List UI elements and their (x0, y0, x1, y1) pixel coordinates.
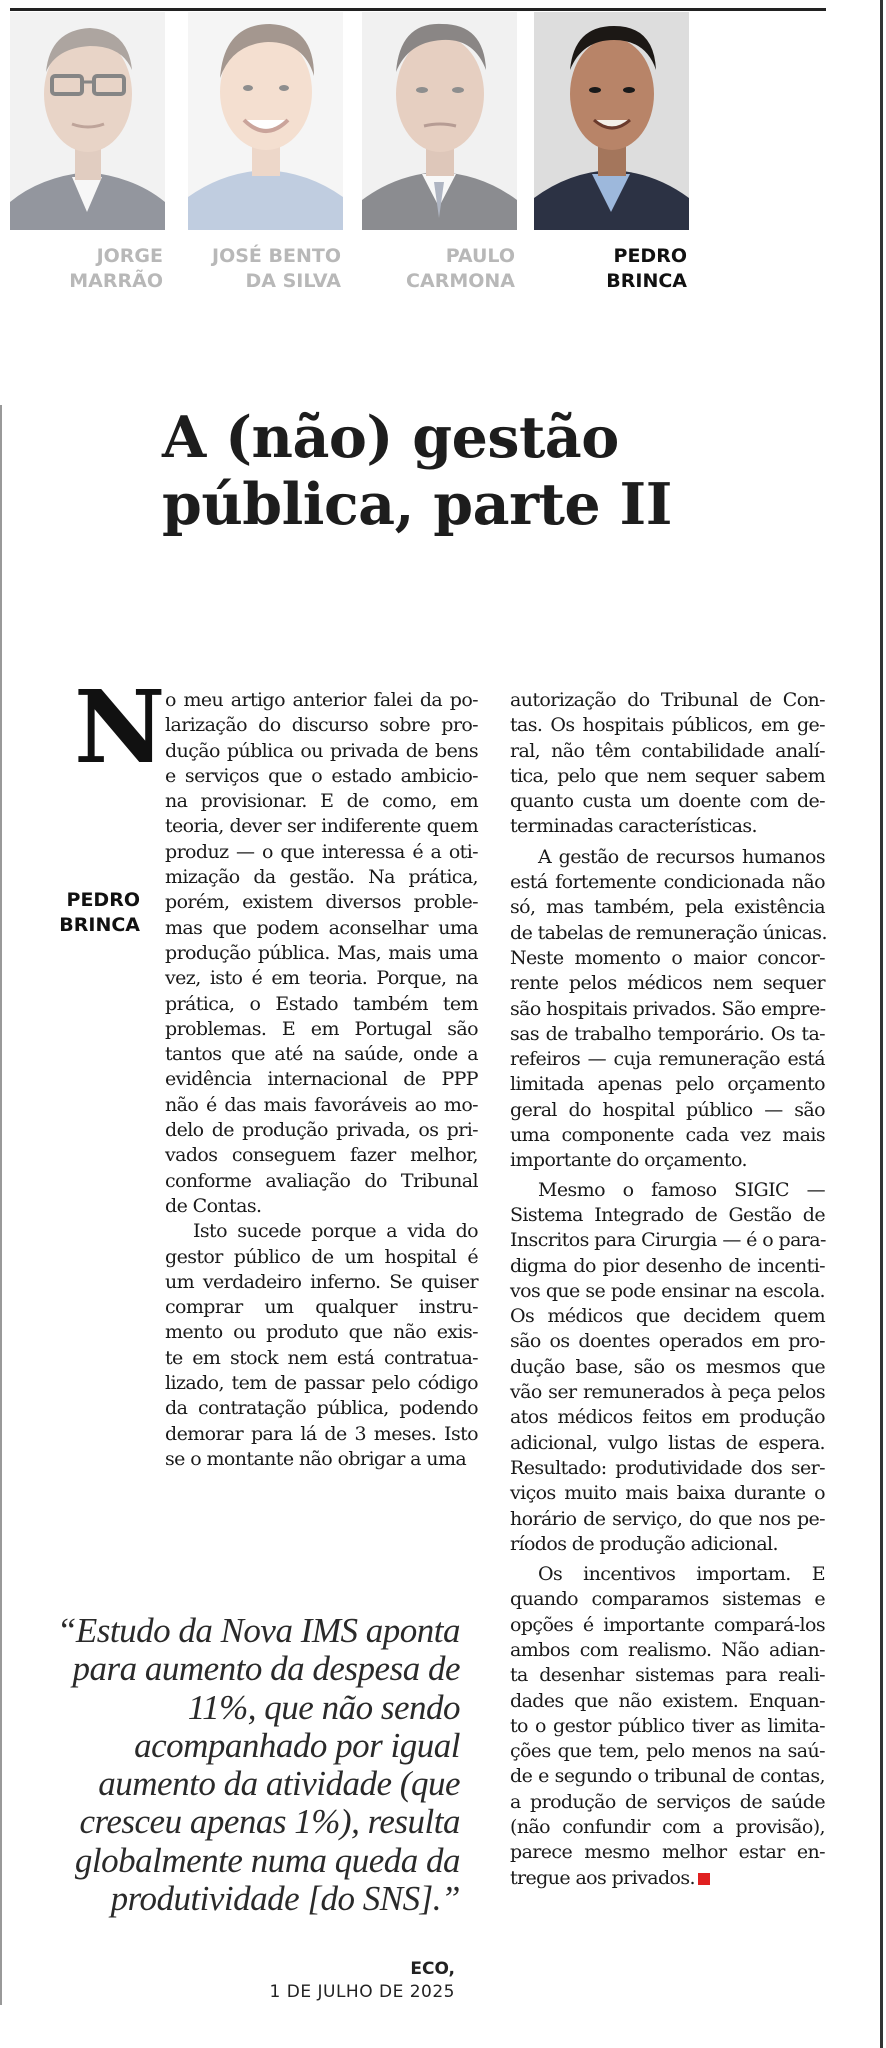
text-line: autorização do Tribunal de Con- (510, 689, 825, 711)
columnist-photo (534, 12, 689, 230)
text-line: evidência internacional de PPP (165, 1068, 478, 1091)
text-line: só, mas também, pela existência (510, 896, 825, 919)
quote-source (150, 1958, 455, 2004)
text-line: na provisionar. E de como, em (165, 790, 478, 813)
text-line: dução base, são os mesmos que (510, 1355, 825, 1378)
article-column-2 (510, 688, 825, 1891)
text-line: tregue aos privados. (510, 1866, 825, 1891)
text-line: quanto custa um doente com de- (510, 790, 825, 813)
text-line: tantos que até na saúde, onde a (165, 1043, 478, 1066)
text-line: Sistema Integrado de Gestão de (510, 1203, 825, 1226)
text-line: terminadas características. (510, 815, 757, 838)
text-line: atos médicos feitos em produção (510, 1406, 825, 1429)
text-line: delo de produção privada, os pri- (165, 1119, 478, 1142)
text-line: opções é importante compará-los (510, 1613, 825, 1636)
text-line: ral, não têm contabilidade analí- (510, 739, 825, 762)
text-line: de Contas. (165, 1194, 262, 1217)
text-line: Os incentivos importam. E (538, 1563, 825, 1586)
quote-line: para aumento da despesa de (72, 1649, 460, 1689)
quote-line: globalmente numa queda da (74, 1840, 460, 1880)
text-line: quando comparamos sistemas e (510, 1588, 825, 1611)
text-line: da contratação pública, podendo (165, 1397, 478, 1420)
text-line: uma componente cada vez mais (510, 1124, 825, 1147)
text-line: refeiros — cuja remuneração está (510, 1048, 825, 1071)
text-line: conforme avaliação do Tribunal (165, 1169, 478, 1192)
columnist-photo (10, 12, 165, 230)
text-line: Os médicos que decidem quem (510, 1305, 825, 1328)
text-line: um verdadeiro inferno. Se quiser (165, 1270, 478, 1293)
text-line: vão ser remunerados à peça pelos (510, 1381, 825, 1404)
drop-cap: N (74, 668, 166, 786)
text-line: gestor público de um hospital é (165, 1245, 478, 1268)
text-line: de e segundo o tribunal de contas, (510, 1765, 825, 1788)
text-line: problemas. E em Portugal são (165, 1017, 478, 1040)
text-line: produz — o que interessa é a oti- (165, 840, 478, 863)
text-line: Mesmo o famoso SIGIC — (538, 1178, 825, 1201)
quote-line: 11%, que não sendo (187, 1687, 460, 1727)
text-line: digma do pior desenho de incenti- (510, 1254, 825, 1277)
quote-line: aumento da atividade (que (98, 1764, 460, 1804)
text-line: lizado, tem de passar pelo código (165, 1372, 478, 1395)
text-line: vados conseguem fazer melhor, (165, 1144, 478, 1167)
columnist-name: JORGE MARRÃO (69, 245, 163, 292)
text-line: sas de trabalho temporário. Os ta- (510, 1022, 825, 1045)
text-line: produção pública. Mas, mais uma (165, 941, 478, 964)
text-line: vez, isto é em teoria. Porque, na (165, 967, 478, 990)
columnist-paulo-carmona (362, 12, 517, 294)
text-line: de tabelas de remuneração únicas. (510, 921, 827, 944)
text-line: adicional, vulgo listas de espera. (510, 1431, 825, 1454)
columnist-name: PEDRO BRINCA (606, 245, 687, 292)
text-line: mas que podem aconselhar uma (165, 916, 478, 939)
text-line: comprar um qualquer instru- (165, 1296, 478, 1319)
quote-line: produtividade [do SNS].” (110, 1879, 460, 1919)
text-line: Inscritos para Cirurgia — é o para- (510, 1229, 826, 1252)
text-line: ríodos de produção adicional. (510, 1532, 778, 1555)
text-line: vos que se pode ensinar na escola. (510, 1279, 825, 1302)
text-line: Resultado: produtividade dos ser- (510, 1456, 825, 1479)
author-byline: PEDRO BRINCA (59, 889, 140, 936)
quote-line: acompanhado por igual (134, 1725, 460, 1765)
columnists-strip (10, 12, 690, 302)
end-mark-icon (698, 1873, 710, 1885)
text-line: limitada apenas pelo orçamento (510, 1073, 825, 1096)
text-line: não é das mais favoráveis ao mo- (165, 1093, 478, 1116)
text-line: horário de serviço, do que nos pe- (510, 1507, 825, 1530)
text-line: ções que tem, pelo menos na saú- (510, 1740, 825, 1763)
columnist-name: PAULO CARMONA (406, 245, 515, 292)
text-line: dução pública ou privada de bens (165, 739, 478, 762)
text-line: Isto sucede porque a vida do (193, 1220, 478, 1243)
text-line: importante do orçamento. (510, 1149, 747, 1172)
text-line: e serviços que o estado ambicio- (165, 764, 478, 787)
article-headline: A (não) gestão pública, parte II (162, 404, 672, 538)
article-column-1 (165, 688, 478, 1472)
text-line: mento ou produto que não exis- (165, 1321, 478, 1344)
text-line: larização do discurso sobre pro- (165, 714, 478, 737)
text-line: rente pelos médicos nem sequer (510, 972, 825, 995)
text-line: prática, o Estado também tem (165, 992, 478, 1015)
text-line: viços muito mais baixa durante o (510, 1482, 825, 1505)
pull-quote (10, 1612, 460, 1918)
text-line: tas. Os hospitais públicos, em ge- (510, 714, 825, 737)
columnist-pedro-brinca (534, 12, 689, 294)
text-line: geral do hospital público — são (510, 1098, 825, 1121)
text-line: são hospitais privados. São empre- (510, 997, 826, 1020)
text-line: ta desenhar sistemas para reali- (510, 1664, 825, 1687)
text-line: tica, pelo que nem sequer sabem (510, 764, 825, 787)
person-photo-icon (188, 12, 343, 230)
quote-line: “Estudo da Nova IMS aponta (56, 1611, 460, 1650)
text-line: se o montante não obrigar a uma (165, 1447, 467, 1470)
text-line: mização da gestão. Na prática, (165, 866, 478, 889)
text-line: ambos com realismo. Não adian- (510, 1638, 825, 1661)
text-line: A gestão de recursos humanos (538, 845, 825, 868)
column-rule (0, 405, 2, 2005)
text-line: Neste momento o maior concor- (510, 946, 825, 969)
text-line: parece mesmo melhor estar en- (510, 1841, 825, 1864)
text-line: está fortemente condicionada não (510, 871, 825, 894)
text-line: são os doentes operados em pro- (510, 1330, 825, 1353)
person-photo-icon (10, 12, 165, 230)
quote-line: cresceu apenas 1%), resulta (79, 1802, 460, 1842)
text-line: dades que não existem. Enquan- (510, 1689, 825, 1712)
source-name: ECO, (410, 1959, 455, 1979)
text-line: a produção de serviços de saúde (510, 1790, 825, 1813)
columnist-jorge-marrao (10, 12, 165, 294)
columnist-name: JOSÉ BENTO DA SILVA (212, 245, 341, 292)
text-line: te em stock nem está contratua- (165, 1346, 478, 1369)
columnist-photo (188, 12, 343, 230)
columnist-photo (362, 12, 517, 230)
text-line: to o gestor público tiver as limita- (510, 1714, 825, 1737)
person-photo-icon (362, 12, 517, 230)
page-edge (880, 0, 883, 2048)
text-line: teoria, dever ser indiferente quem (165, 815, 478, 838)
text-line: demorar para lá de 3 meses. Isto (165, 1422, 478, 1445)
person-photo-icon (534, 12, 689, 230)
text-line: o meu artigo anterior falei da po- (165, 689, 478, 711)
columnist-jose-bento-da-silva (188, 12, 343, 294)
top-rule (10, 8, 826, 11)
text-line: porém, existem diversos proble- (165, 891, 478, 914)
text-line: (não confundir com a provisão), (510, 1816, 825, 1839)
source-date: 1 DE JULHO DE 2025 (269, 1982, 455, 2002)
